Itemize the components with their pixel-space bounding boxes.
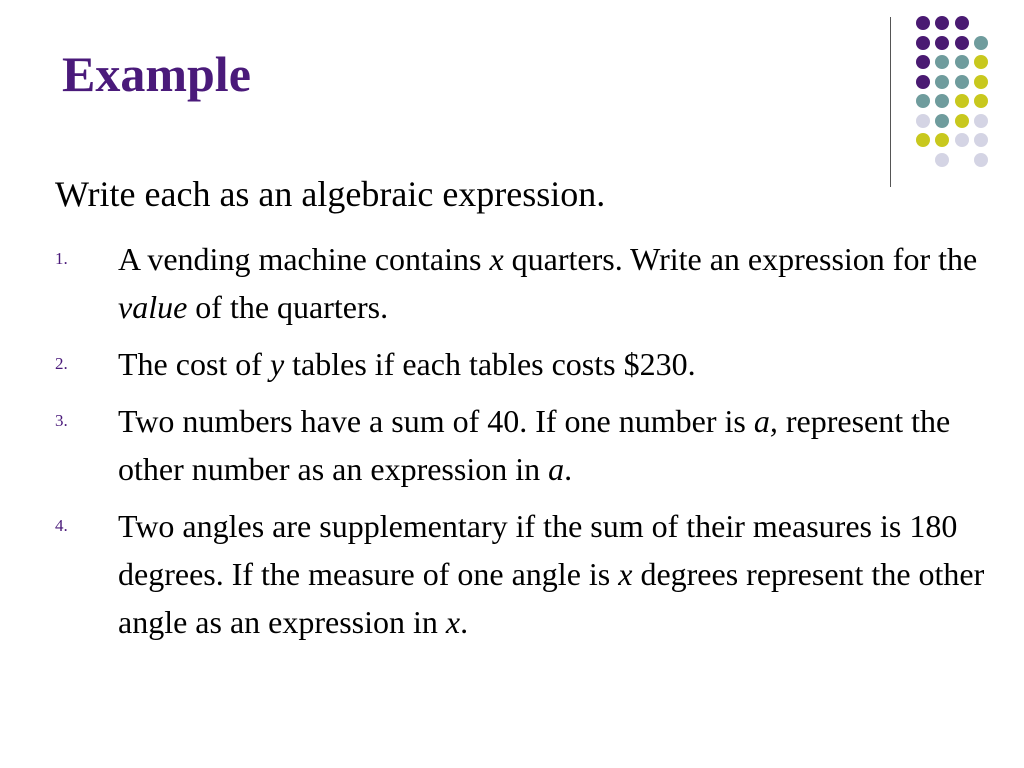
decorative-dot <box>974 75 988 89</box>
decorative-dot <box>955 36 969 50</box>
question-text: Two numbers have a sum of 40. If one number is a, represent the other number as an expression in a. <box>118 403 951 487</box>
decorative-dot <box>916 133 930 147</box>
decorative-dot <box>955 114 969 128</box>
decorative-dot <box>935 133 949 147</box>
question-item <box>55 235 985 331</box>
decorative-dot <box>916 36 930 50</box>
decorative-dot <box>916 75 930 89</box>
question-text: Two angles are supplementary if the sum of their measures is 180 degrees. If the measure of one angle is x degrees represent the other angle as an expression in x. <box>118 508 985 640</box>
question-item <box>55 340 985 388</box>
decorative-dot <box>955 133 969 147</box>
question-list <box>55 235 985 646</box>
decorative-dot <box>916 55 930 69</box>
decorative-dot <box>935 94 949 108</box>
question-number: 2. <box>55 354 68 373</box>
decorative-dot <box>935 16 949 30</box>
decorative-dot <box>974 133 988 147</box>
decorative-dot <box>974 36 988 50</box>
question-number: 4. <box>55 516 68 535</box>
decorative-dot <box>955 75 969 89</box>
title-divider <box>890 17 891 187</box>
decorative-dot <box>974 94 988 108</box>
question-number: 3. <box>55 411 68 430</box>
decorative-dot <box>916 16 930 30</box>
decorative-dot <box>974 55 988 69</box>
question-item <box>55 502 985 646</box>
decorative-dot <box>935 153 949 167</box>
question-number: 1. <box>55 249 68 268</box>
decorative-dot <box>955 16 969 30</box>
slide-title: Example <box>62 46 251 102</box>
decorative-dot <box>916 94 930 108</box>
decorative-dot <box>935 36 949 50</box>
decorative-dot <box>916 114 930 128</box>
decorative-dot <box>955 94 969 108</box>
decorative-dot <box>935 114 949 128</box>
decorative-dot <box>935 55 949 69</box>
decorative-dot <box>955 55 969 69</box>
question-text: A vending machine contains x quarters. Write an expression for the value of the quarters. <box>118 241 978 325</box>
question-text: The cost of y tables if each tables costs $230. <box>118 346 696 382</box>
decorative-dot <box>935 75 949 89</box>
question-item <box>55 397 985 493</box>
intro-text: Write each as an algebraic expression. <box>55 174 606 214</box>
decorative-dot <box>974 114 988 128</box>
decorative-dot <box>974 153 988 167</box>
